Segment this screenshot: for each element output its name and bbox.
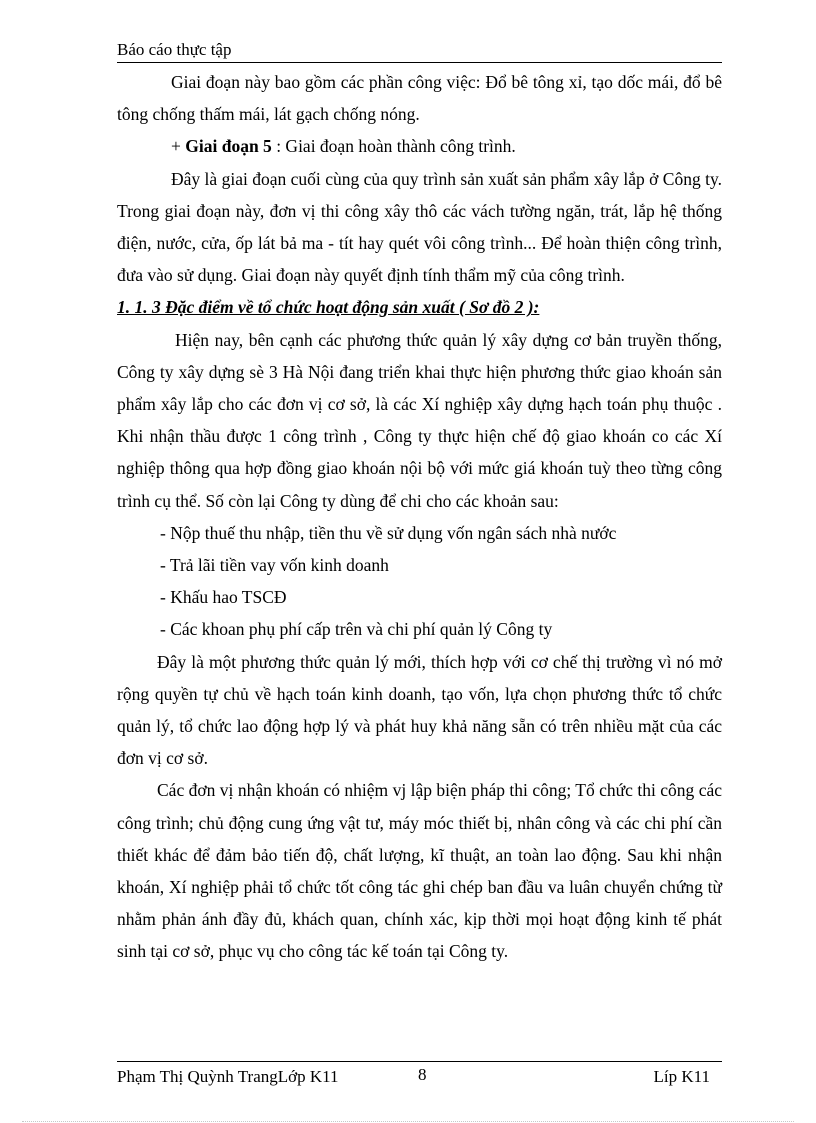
paragraph-stage4-work: Giai đoạn này bao gồm các phần công việc: Đổ bê tông xỉ, tạo dốc mái, đổ bê tông chống thấm mái, lát gạch chống nóng. xyxy=(117,72,722,125)
list-item: - Nộp thuế thu nhập, tiền thu về sử dụng vốn ngân sách nhà nước xyxy=(160,522,617,543)
list-item: - Trả lãi tiền vay vốn kinh doanh xyxy=(160,555,389,576)
footer-class: Líp K11 xyxy=(653,1067,710,1086)
stage5-label: Giai đoạn 5 xyxy=(185,136,272,157)
stage5-line xyxy=(117,130,722,162)
page-footer xyxy=(117,1061,722,1088)
paragraph-management-method: Hiện nay, bên cạnh các phương thức quản lý xây dựng cơ bản truyền thống, Công ty xây dựng sè 3 Hà Nội đang triển khai thực hiện phương thức giao khoán sản phẩm xây lắp cho các đơn vị cơ sở, là các Xí nghiệp xây dựng hạch toán phụ thuộc . Khi nhận thầu được 1 công trình , Công ty thực hiện chế độ giao khoán co các Xí nghiệp thông qua hợp đồng giao khoán nội bộ với mức giá khoán tuỳ theo từng công trình cụ thể. Số còn lại Công ty dùng để chi cho các khoản sau: xyxy=(117,329,722,511)
page-number: 8 xyxy=(418,1065,427,1084)
list-item: - Khấu hao TSCĐ xyxy=(160,587,287,608)
page-bottom-divider xyxy=(22,1121,794,1122)
page-header xyxy=(117,38,722,63)
footer-author: Phạm Thị Quỳnh TrangLớp K11 xyxy=(117,1067,339,1086)
stage5-text: : Giai đoạn hoàn thành công trình. xyxy=(271,136,516,157)
stage5-prefix: + xyxy=(171,136,186,157)
section-heading: 1. 1. 3 Đặc điểm về tổ chức hoạt động sản xuất ( Sơ đồ 2 ): xyxy=(117,297,540,318)
paragraph-unit-duties: Các đơn vị nhận khoán có nhiệm vj lập biện pháp thi công; Tổ chức thi công các công trình; chủ động cung ứng vật tư, máy móc thiết bị, nhân công và các chi phí cần thiết khác để đảm bảo tiến độ, chất lượng, kĩ thuật, an toàn lao động. Sau khi nhận khoán, Xí nghiệp phải tổ chức tốt công tác ghi chép ban đầu va luân chuyển chứng từ nhằm phản ánh đầy đủ, khách quan, chính xác, kịp thời mọi hoạt động kinh tế phát sinh tại cơ sở, phục vụ cho công tác kế toán tại Công ty. xyxy=(117,780,722,962)
header-title: Báo cáo thực tập xyxy=(117,40,232,59)
paragraph-new-method: Đây là một phương thức quản lý mới, thích hợp với cơ chế thị trường vì nó mở rộng quyền tự chủ về hạch toán kinh doanh, tạo vốn, lựa chọn phương thức tổ chức quản lý, tổ chức lao động hợp lý và phát huy khả năng sẵn có trên nhiều mặt của các đơn vị cơ sở. xyxy=(117,651,722,769)
paragraph-final-stage: Đây là giai đoạn cuối cùng của quy trình sản xuất sản phẩm xây lắp ở Công ty. Trong giai đoạn này, đơn vị thi công xây thô các vách tường ngăn, trát, lắp hệ thống điện, nước, cửa, ốp lát bả ma - tít hay quét vôi công trình... Để hoàn thiện công trình, đưa vào sử dụng. Giai đoạn này quyết định tính thẩm mỹ của công trình. xyxy=(117,168,722,286)
list-item: - Các khoan phụ phí cấp trên và chi phí quản lý Công ty xyxy=(160,619,553,640)
document-body xyxy=(117,66,722,968)
